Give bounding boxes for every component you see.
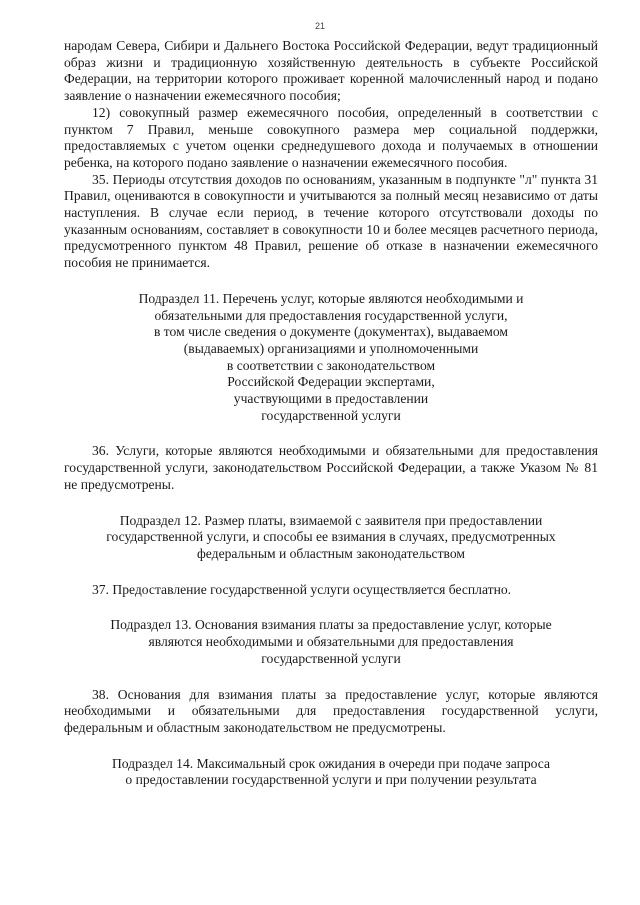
heading-line: о предоставлении государственной услуги и при получении результата [125, 772, 537, 788]
subsection-13-heading [64, 617, 598, 667]
subsection-12-heading [64, 513, 598, 563]
heading-line: государственной услуги [261, 407, 401, 423]
heading-line: Подраздел 11. Перечень услуг, которые являются необходимыми и [138, 290, 524, 306]
subsection-14-heading [64, 756, 598, 789]
heading-line: Подраздел 13. Основания взимания платы за предоставление услуг, которые [110, 617, 552, 633]
heading-line: в том числе сведения о документе (документах), выдаваемом [153, 324, 509, 340]
paragraph-38: 38. Основания для взимания платы за предоставление услуг, которые являются необходимыми и обязательными для предоставления государственной услуги, федеральным и областным законодательством не предусмотрены. [64, 686, 598, 735]
heading-line: в соответствии с законодательством [226, 357, 436, 373]
paragraph-36: 36. Услуги, которые являются необходимыми и обязательными для предоставления государственной услуги, законодательством Российской Федерации, а также Указом № 81 не предусмотрены. [64, 443, 598, 492]
paragraph-intro: народам Севера, Сибири и Дальнего Востока Российской Федерации, ведут традиционный образ жизни и традиционную хозяйственную деятельность в субъекте Российской Федерации, на территории которого проживает коренной малочисленный народ и подано заявление о назначении ежемесячного пособия; [64, 38, 598, 104]
heading-line: Подраздел 14. Максимальный срок ожидания в очереди при подаче запроса [111, 755, 551, 771]
heading-line: государственной услуги, и способы ее взимания в случаях, предусмотренных [106, 529, 556, 545]
paragraph-37: 37. Предоставление государственной услуги осуществляется бесплатно. [92, 581, 512, 597]
heading-line: Подраздел 12. Размер платы, взимаемой с заявителя при предоставлении [119, 512, 543, 528]
paragraph-12: 12) совокупный размер ежемесячного пособия, определенный в соответствии с пунктом 7 Правил, меньше совокупного размера мер социальной поддержки, предоставляемых с учетом оценки среднедушевого дохода и получаемых в отношении ребенка, на которого подано заявление о назначении ежемесячного пособия. [64, 104, 598, 170]
heading-line: Российской Федерации экспертами, [227, 374, 435, 390]
heading-line: федеральным и областным законодательством [197, 545, 465, 561]
page-number: 21 [314, 21, 325, 31]
heading-line: (выдаваемых) организациями и уполномоченными [183, 340, 479, 356]
heading-line: обязательными для предоставления государственной услуги, [154, 307, 508, 323]
heading-line: государственной услуги [261, 650, 401, 666]
heading-line: участвующими в предоставлении [233, 391, 429, 407]
heading-line: являются необходимыми и обязательными для предоставления [148, 634, 514, 650]
document-body [64, 38, 598, 789]
subsection-11-heading [64, 291, 598, 425]
paragraph-35: 35. Периоды отсутствия доходов по основаниям, указанным в подпункте "л" пункта 31 Правил, оцениваются в совокупности и учитываются за полный месяц независимо от даты наступления. В случае если период, в течение которого отсутствовали доходы по указанным основаниям, составляет в совокупности 10 и более месяцев расчетного периода, предусмотренного пунктом 48 Правил, решение об отказе в назначении ежемесячного пособия не принимается. [64, 171, 598, 271]
